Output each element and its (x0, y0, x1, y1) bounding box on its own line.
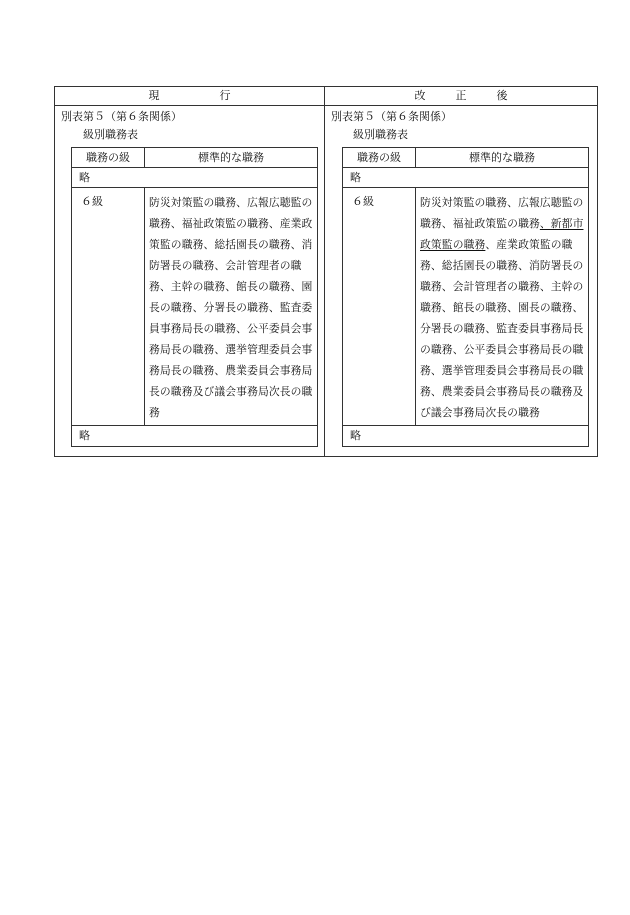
revised-header-char-3: 後 (496, 89, 508, 102)
current-header-duties: 標準的な職務 (144, 148, 317, 168)
revised-column (325, 87, 597, 456)
revised-duties-after: 、産業政策監の職務、総括園長の職務、消防署長の職務、会計管理者の職務、主幹の職務、館長の職務、園長の職務、分署長の職務、監査委員事務局長の職務、公平委員会事務局長の職務、選挙管理委員会事務局長の職務、農業委員会事務局長の職務及び議会事務局次長の職務 (420, 238, 584, 419)
revised-grade-table (342, 147, 589, 447)
current-grade-cell: ６級 (81, 195, 103, 208)
revised-header-char-1: 改 (414, 89, 426, 102)
current-grade-table (71, 147, 318, 447)
current-appendix-title: 別表第５（第６条関係） (61, 110, 182, 123)
current-table-header-row (72, 148, 317, 168)
revised-table-caption: 級別職務表 (353, 128, 408, 141)
revised-duties-before: 防災対策監の職務、広報広聴監の職務、福祉政策監の職務 (420, 196, 584, 230)
revised-grade-cell: ６級 (352, 195, 374, 208)
current-table-caption: 級別職務表 (83, 128, 138, 141)
revised-abbrev-top: 略 (343, 168, 588, 188)
current-abbrev-top: 略 (72, 168, 317, 188)
revised-abbrev-bottom: 略 (350, 429, 361, 442)
current-abbrev-bottom: 略 (79, 429, 90, 442)
revised-duties-divider (415, 188, 588, 425)
current-duties-divider (144, 188, 317, 425)
revised-grade-row (343, 188, 588, 426)
revised-column-header (325, 87, 597, 106)
comparison-table (54, 86, 598, 457)
current-header-char-1: 現 (148, 89, 160, 102)
current-duties-cell: 防災対策監の職務、広報広聴監の職務、福祉政策監の職務、産業政策監の職務、総括園長の職務、消防署長の職務、会計管理者の職務、主幹の職務、館長の職務、園長の職務、分署長の職務、監査委員事務局長の職務、公平委員会事務局長の職務、選挙管理委員会事務局長の職務、農業委員会事務局長の職務及び議会事務局次長の職務 (149, 196, 313, 419)
revised-duties-amendment: 、新都市政策監の職務 (420, 217, 584, 251)
current-column-header (55, 87, 324, 106)
revised-table-header-row (343, 148, 588, 168)
current-header-grade: 職務の級 (86, 151, 130, 164)
current-column (55, 87, 325, 456)
current-header-char-2: 行 (219, 89, 231, 102)
revised-header-duties: 標準的な職務 (415, 148, 588, 168)
current-grade-row (72, 188, 317, 426)
revised-appendix-title: 別表第５（第６条関係） (331, 110, 452, 123)
revised-header-char-2: 正 (455, 89, 467, 102)
revised-header-grade: 職務の級 (357, 151, 401, 164)
